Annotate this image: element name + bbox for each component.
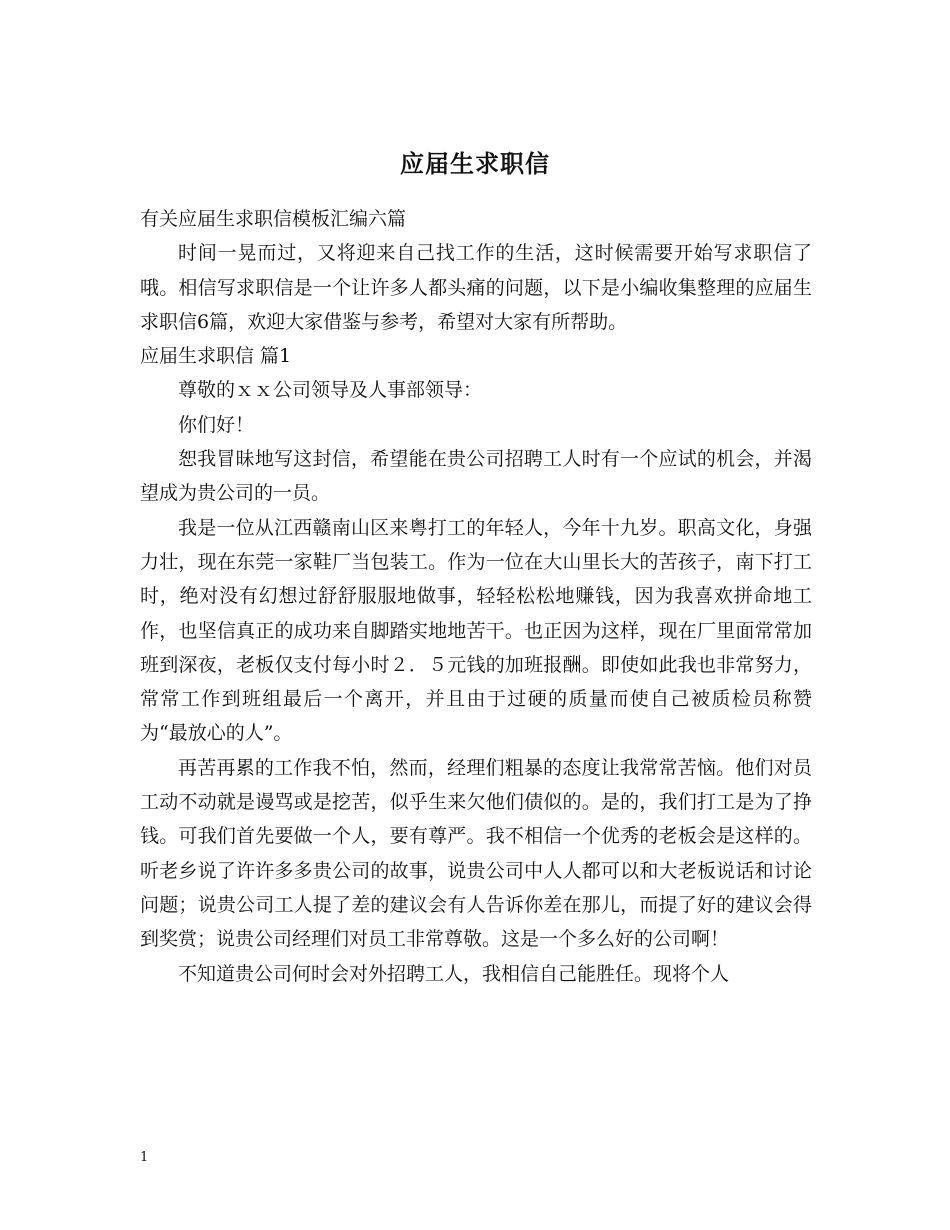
document-subtitle: 有关应届生求职信模板汇编六篇 bbox=[140, 208, 407, 230]
page-number: 1 bbox=[140, 1150, 149, 1165]
document-body bbox=[140, 202, 812, 991]
body-paragraph-4: 不知道贵公司何时会对外招聘工人，我相信自己能胜任。现将个人 bbox=[178, 962, 730, 985]
intro-paragraph: 时间一晃而过，又将迎来自己找工作的生活，这时候需要开始写求职信了哦。相信写求职信是一个让许多人都头痛的问题，以下是小编收集整理的应届生求职信6篇，欢迎大家借鉴与参考，希望对大家有所帮助。 bbox=[140, 242, 812, 333]
body-paragraph-2: 我是一位从江西赣南山区来粤打工的年轻人，今年十九岁。职高文化，身强力壮，现在东莞一家鞋厂当包装工。作为一位在大山里长大的苦孩子，南下打工时，绝对没有幻想过舒舒服服地做事，轻轻松松地赚钱，因为我喜欢拼命地工作，也坚信真正的成功来自脚踏实地地苦干。也正因为这样，现在厂里面常常加班到深夜，老板仅支付每小时２．５元钱的加班报酬。即使如此我也非常努力，常常工作到班组最后一个离开，并且由于过硬的质量而使自己被质检员称赞为“最放心的人”。 bbox=[140, 516, 812, 745]
body-paragraph-1: 恕我冒昧地写这封信，希望能在贵公司招聘工人时有一个应试的机会，并渴望成为贵公司的一员。 bbox=[140, 448, 812, 505]
body-paragraph-3: 再苦再累的工作我不怕，然而，经理们粗暴的态度让我常常苦恼。他们对员工动不动就是谩骂或是挖苦，似乎生来欠他们债似的。是的，我们打工是为了挣钱。可我们首先要做一个人，要有尊严。我不相信一个优秀的老板会是这样的。听老乡说了许许多多贵公司的故事，说贵公司中人人都可以和大老板说话和讨论问题；说贵公司工人提了差的建议会有人告诉你差在那儿，而提了好的建议会得到奖赏；说贵公司经理们对员工非常尊敬。这是一个多么好的公司啊！ bbox=[140, 756, 812, 951]
document-title: 应届生求职信 bbox=[400, 149, 550, 179]
letter-greeting: 你们好！ bbox=[178, 413, 255, 436]
letter-salutation: 尊敬的ｘｘ公司领导及人事部领导： bbox=[178, 379, 483, 402]
section-heading: 应届生求职信 篇1 bbox=[140, 345, 292, 368]
